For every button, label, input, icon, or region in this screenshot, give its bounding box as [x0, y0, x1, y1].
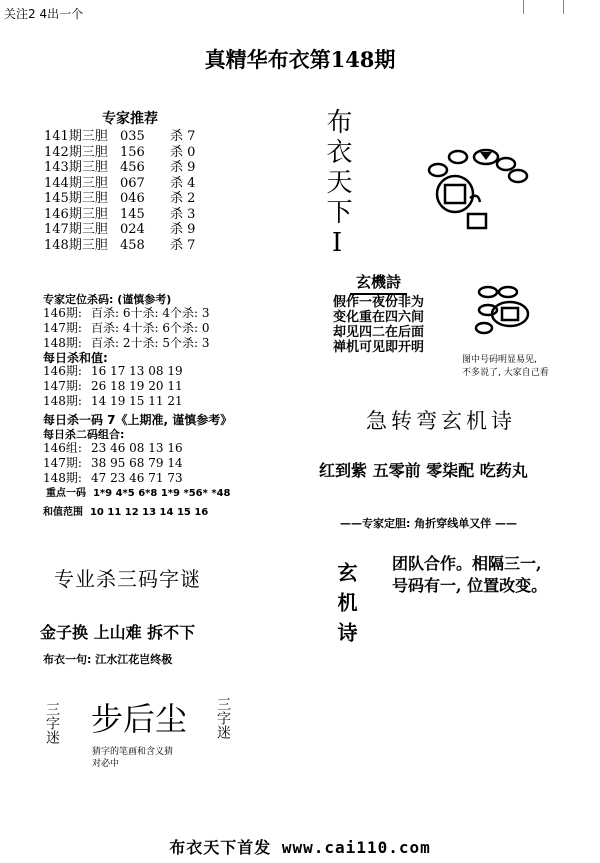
two-code-heading: 每日杀二码组合: [43, 428, 125, 441]
key-code-value: 1*9 4*5 6*8 1*9 *56* *48 [92, 488, 231, 499]
right-vertical-riddle: 三字迷 [215, 697, 231, 739]
three-riddle-title: 专业杀三码字谜 [54, 567, 201, 591]
sum-range-label: 和值范围 [43, 507, 83, 518]
image-caption: 图中号码明显易见, 不多说了, 大家自己看 [462, 355, 549, 378]
position-kill-list [43, 306, 209, 351]
position-kill-row: 148期: 百杀: 2十杀: 5个杀: 3 [43, 336, 210, 350]
poem-line: 禅机可见即开明 [333, 340, 425, 355]
center-big-riddle: 步后尘 [91, 700, 188, 738]
two-code-row: 146组: 23 46 08 13 16 [43, 441, 183, 455]
poem-line: 变化重在四六间 [333, 310, 425, 325]
position-kill-heading: 专家定位杀码: (谨慎参考) [43, 293, 172, 306]
two-code-row: 147期: 38 95 68 79 14 [43, 456, 183, 470]
daily-sum-heading: 每日杀和值: [43, 351, 108, 365]
expert-row: 143期三胆 456 杀 9 [44, 160, 196, 175]
expert-row: 148期三胆 458 杀 7 [44, 237, 196, 253]
two-code-list [43, 441, 183, 486]
circles-illustration [470, 284, 540, 340]
expert-row: 141期三胆 035 杀 7 [44, 129, 196, 144]
key-code-row [46, 484, 230, 499]
position-kill-row: 146期: 百杀: 6十杀: 4个杀: 3 [43, 306, 210, 320]
two-code-row: 148期: 47 23 46 71 73 [43, 471, 183, 485]
expert-row: 142期三胆 156 杀 0 [44, 144, 196, 160]
daily-sum-list [43, 364, 183, 409]
top-right-marks [515, 0, 600, 18]
expert-list [44, 129, 195, 253]
expert-set-line: ——专家定胆: 角折穿线单又伴 —— [340, 517, 518, 530]
mystic-poem-lines [333, 295, 424, 355]
coins-illustration [420, 140, 540, 240]
small-note: 猜字的笔画和含义猜 对必中 [92, 747, 174, 769]
riddle-line: 红到紫 五零前 零柒配 吃药丸 [319, 461, 528, 480]
position-kill-row: 147期: 百杀: 4十杀: 6个杀: 0 [43, 321, 210, 335]
daily-sum-row: 148期: 14 19 15 11 21 [43, 394, 183, 408]
team-line: 团队合作。相隔三一, [392, 554, 542, 573]
key-code-label: 重点一码 [46, 488, 86, 499]
team-line: 号码有一, 位置改变。 [392, 576, 548, 595]
expert-heading: 专家推荐 [102, 111, 158, 127]
expert-row: 145期三胆 046 杀 2 [44, 191, 196, 206]
poem-line: 却见四二在后面 [333, 325, 425, 340]
expert-row: 144期三胆 067 杀 4 [44, 175, 196, 191]
footer-banner: 布衣天下首发 www.cai110.com [169, 838, 431, 857]
top-note: 关注2 4出一个 [4, 7, 84, 21]
buyi-line: 布衣一句: 江水江花岂终极 [43, 653, 173, 666]
sum-range-value: 10 11 12 13 14 15 16 [89, 507, 209, 518]
right-vertical-title: 布衣天下I [322, 108, 352, 262]
team-lines [392, 553, 547, 597]
xuanji-vertical: 玄机诗 [334, 562, 358, 652]
page-title: 真精华布衣第148期 [204, 47, 396, 72]
mystic-poem-heading: 玄機詩 [350, 271, 407, 295]
sharp-turn-title: 急转弯玄机诗 [366, 409, 516, 433]
sum-range-row [43, 503, 208, 518]
expert-row: 146期三胆 145 杀 3 [44, 206, 196, 222]
three-riddle-words: 金子换 上山难 拆不下 [40, 623, 196, 642]
poem-line: 假作一夜份非为 [333, 295, 425, 310]
kill-one-code: 每日杀一码 7《上期准, 谨慎参考》 [43, 413, 233, 427]
daily-sum-row: 146期: 16 17 13 08 19 [43, 364, 183, 378]
expert-row: 147期三胆 024 杀 9 [44, 222, 196, 237]
left-vertical-riddle: 三字迷 [44, 702, 60, 744]
daily-sum-row: 147期: 26 18 19 20 11 [43, 379, 183, 393]
